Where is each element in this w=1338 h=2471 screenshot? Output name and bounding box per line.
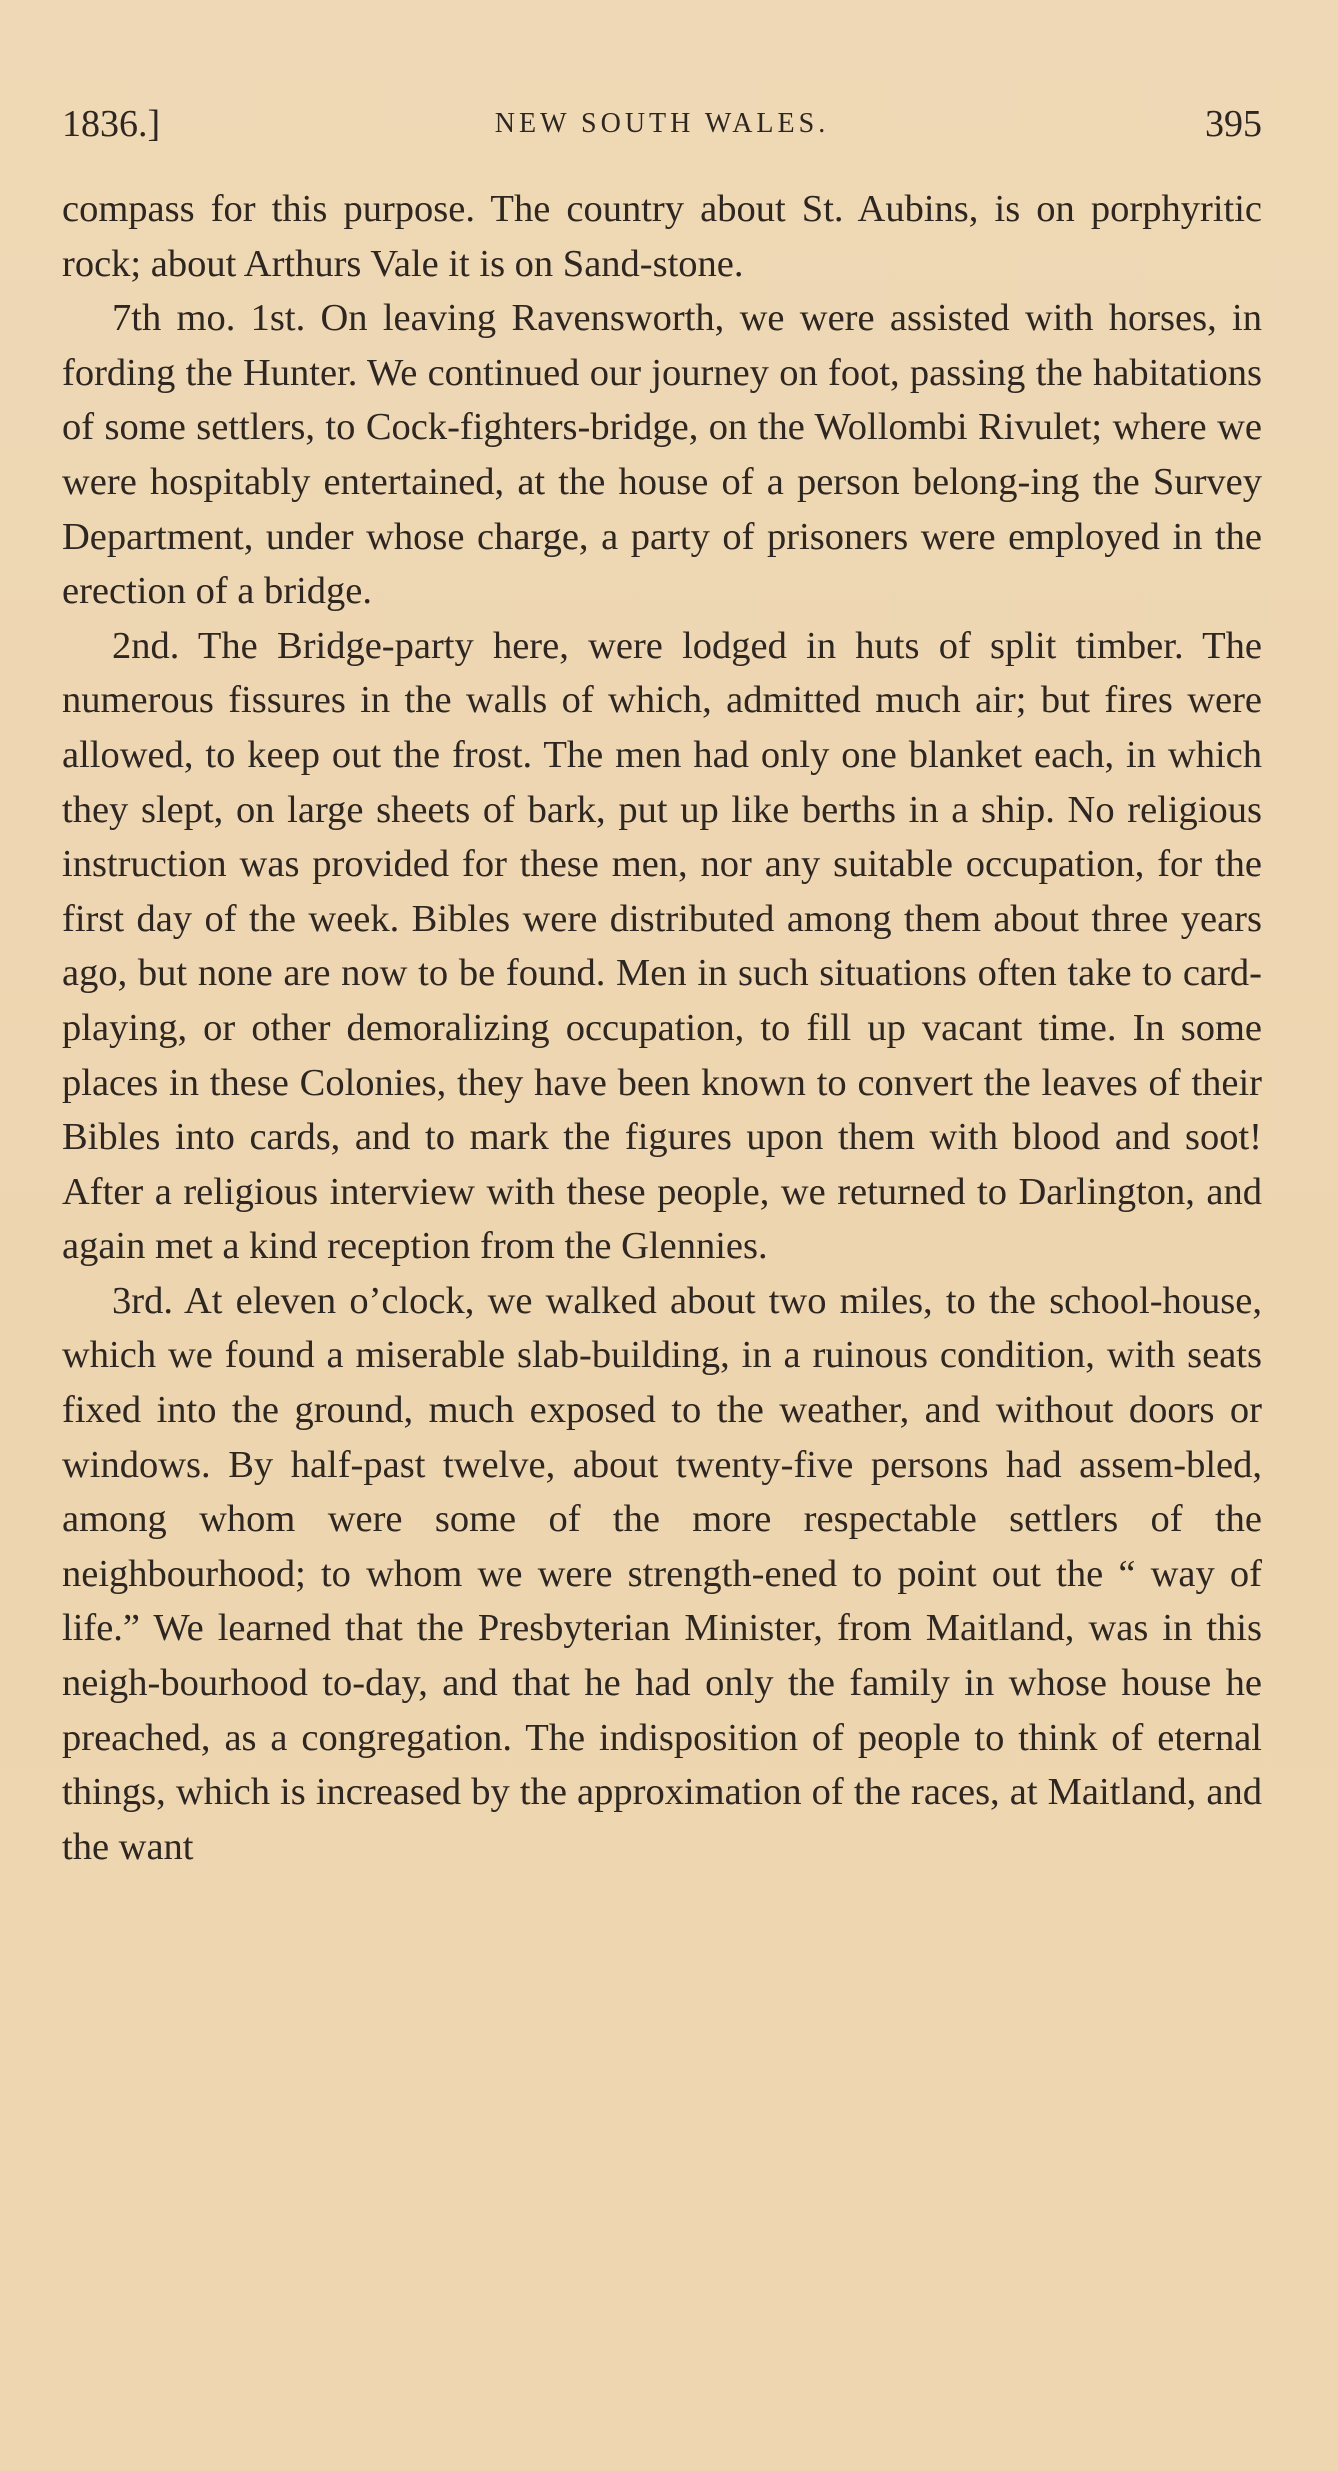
paragraph-7th-mo-1st: 7th mo. 1st. On leaving Ravensworth, we were assisted with horses, in fording the Hunter. We continued our journey on foot, passing the habitations of some settlers, to Cock-fighters-bridge, on the Wollombi Rivulet; where we were hospitably entertained, at the house of a person belong-ing the Survey Department, under whose charge, a party of prisoners were employed in the erection of a bridge. xyxy=(62,297,1262,613)
header-year: 1836.] xyxy=(62,103,161,145)
page-number: 395 xyxy=(1205,103,1262,145)
paragraph-continued: compass for this purpose. The country about St. Aubins, is on porphyritic rock; about Arthurs Vale it is on Sand-stone. xyxy=(62,188,1262,285)
body-text xyxy=(62,182,1262,1874)
paragraph-3rd: 3rd. At eleven o’clock, we walked about two miles, to the school-house, which we found a miserable slab-building, in a ruinous condition, with seats fixed into the ground, much exposed to the weather, and without doors or windows. By half-past twelve, about twenty-five persons had assem-bled, among whom were some of the more respectable settlers of the neighbourhood; to whom we were strength-ened to point out the “ way of life.” We learned that the Presbyterian Minister, from Maitland, was in this neigh-bourhood to-day, and that he had only the family in whose house he preached, as a congregation. The indisposition of people to think of eternal things, which is increased by the approximation of the races, at Maitland, and the want xyxy=(62,1279,1262,1868)
running-head xyxy=(62,96,1262,152)
paragraph-2nd: 2nd. The Bridge-party here, were lodged in huts of split timber. The numerous fissures in the walls of which, admitted much air; but fires were allowed, to keep out the frost. The men had only one blanket each, in which they slept, on large sheets of bark, put up like berths in a ship. No religious instruction was provided for these men, nor any suitable occupation, for the first day of the week. Bibles were distributed among them about three years ago, but none are now to be found. Men in such situations often take to card-playing, or other demoralizing occupation, to fill up vacant time. In some places in these Colonies, they have been known to convert the leaves of their Bibles into cards, and to mark the figures upon them with blood and soot! After a religious interview with these people, we returned to Darlington, and again met a kind reception from the Glennies. xyxy=(62,624,1262,1268)
header-title: NEW SOUTH WALES. xyxy=(494,108,830,139)
